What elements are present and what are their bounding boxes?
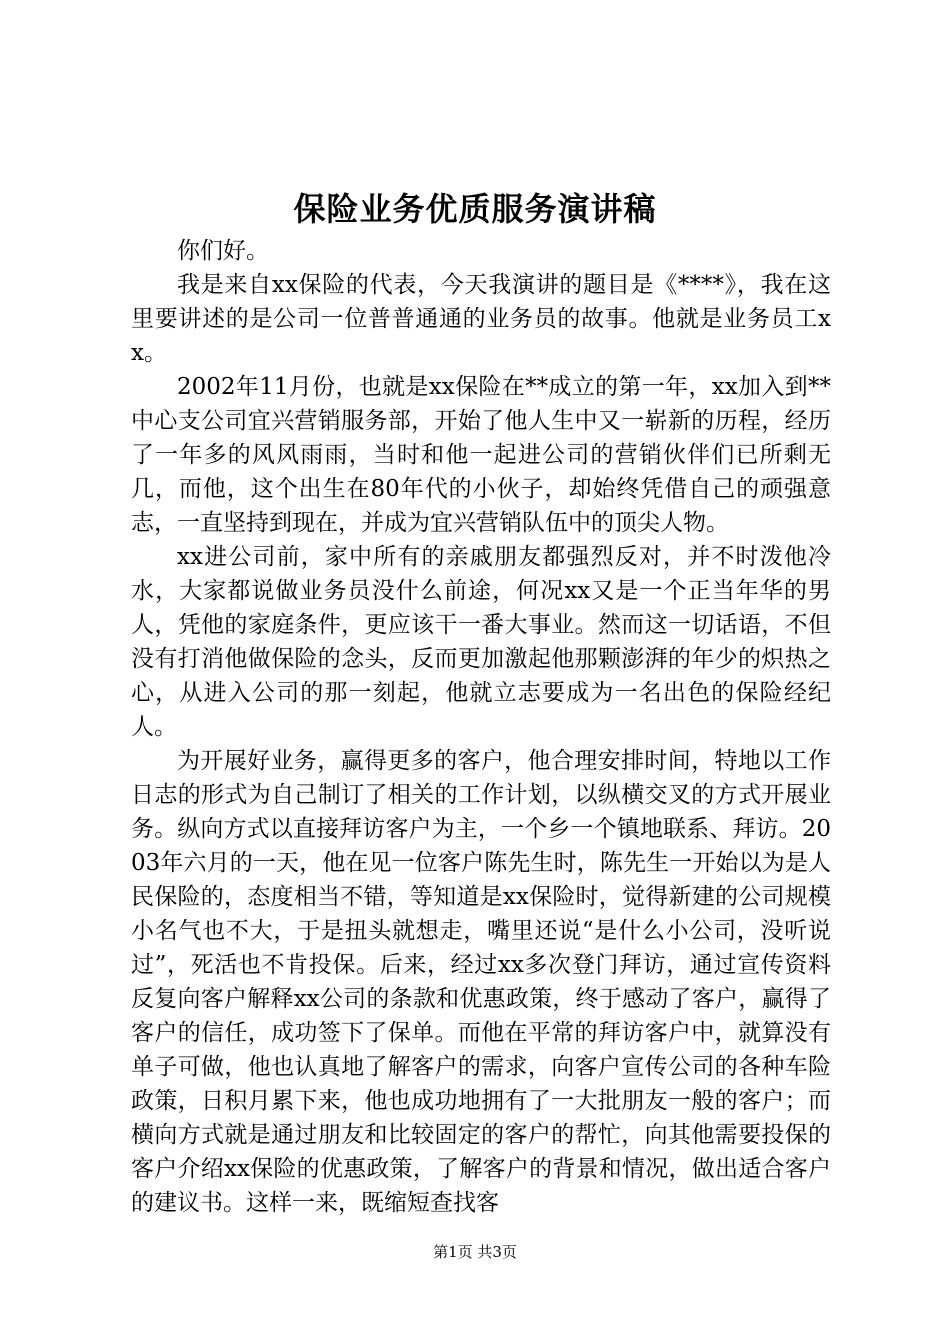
paragraph-background: 2002年11月份，也就是xx保险在**成立的第一年，xx加入到**中心支公司宜兴营销服务部，开始了他人生中又一崭新的历程，经历了一年多的风风雨雨，当时和他一起进公司的营销伙伴们已所剩无几，而他，这个出生在80年代的小伙子，却始终凭借自己的顽强意志，一直坚持到现在，并成为宜兴营销队伍中的顶尖人物。: [131, 374, 831, 536]
paragraph-introduction: 我是来自xx保险的代表，今天我演讲的题目是《****》，我在这里要讲述的是公司一位普普通通的业务员的故事。他就是业务员工xx。: [131, 272, 831, 366]
paragraph-business-approach: 为开展好业务，赢得更多的客户，他合理安排时间，特地以工作日志的形式为自己制订了相关的工作计划，以纵横交叉的方式开展业务。纵向方式以直接拜访客户为主，一个乡一个镇地联系、拜访。2003年六月的一天，他在见一位客户陈先生时，陈先生一开始以为是人民保险的，态度相当不错，等知道是xx保险时，觉得新建的公司规模小名气也不大，于是扭头就想走，嘴里还说“是什么小公司，没听说过”，死活也不肯投保。后来，经过xx多次登门拜访，通过宣传资料反复向客户解释xx公司的条款和优惠政策，终于感动了客户，赢得了客户的信任，成功签下了保单。而他在平常的拜访客户中，就算没有单子可做，他也认真地了解客户的需求，向客户宣传公司的各种车险政策，日积月累下来，他也成功地拥有了一大批朋友一般的客户；而横向方式就是通过朋友和比较固定的客户的帮忙，向其他需要投保的客户介绍xx保险的优惠政策，了解客户的背景和情况，做出适合客户的建议书。这样一来，既缩短查找客: [131, 748, 831, 1216]
paragraph-greeting: 你们好。: [177, 238, 269, 264]
paragraph-family-opposition: xx进公司前，家中所有的亲戚朋友都强烈反对，并不时泼他冷水，大家都说做业务员没什么前途，何况xx又是一个正当年华的男人，凭他的家庭条件，更应该干一番大事业。然而这一切话语，不但没有打消他做保险的念头，反而更加激起他那颗澎湃的年少的炽热之心，从进入公司的那一刻起，他就立志要成为一名出色的保险经纪人。: [131, 544, 831, 740]
page-number-footer: 第1页 共3页: [433, 1243, 517, 1261]
document-title: 保险业务优质服务演讲稿: [293, 190, 657, 228]
document-body: [131, 234, 831, 1220]
